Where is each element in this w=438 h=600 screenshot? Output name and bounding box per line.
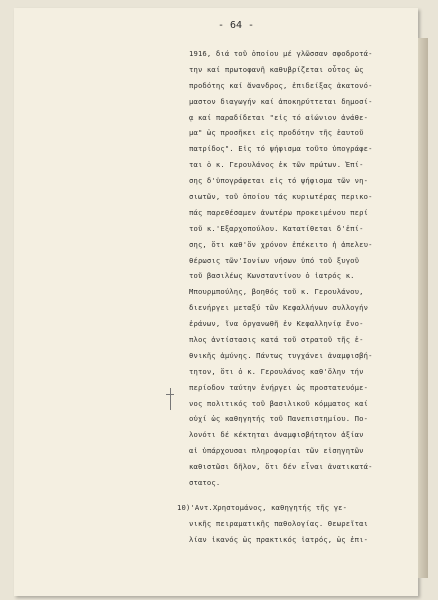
text-line: περίοδον ταύτην ἐνήργει ὡς προστατευόμε- xyxy=(189,382,369,392)
text-line: ᾳ καί παραδίδεται "εἰς τό αἰώνιον ἀνάθε- xyxy=(189,112,369,122)
text-line: πλος ἀντίστασις κατά τοῦ στρατοῦ τῆς ἐ- xyxy=(189,335,364,345)
text-line: Μπουρμπούλης, βοηθός τοῦ κ. Γερουλάνου, xyxy=(189,287,364,297)
page-edge-shadow xyxy=(418,38,428,578)
text-line: 1916, διά τοῦ ὁποίου μέ γλῶσσαν σφοδροτά- xyxy=(189,49,373,58)
paragraph-gap xyxy=(189,491,409,500)
text-line: στατος. xyxy=(189,478,221,488)
text-line: νικῆς πειραματικῆς παθολογίας. Θεωρεῖται xyxy=(189,518,369,528)
text-line: καθιστῶσι δῆλον, ὅτι δέν εἶναι ἀνατικατά- xyxy=(189,462,373,472)
typewritten-text xyxy=(177,46,409,548)
text-line: θνικῆς ἀμύνης. Πάντως τυγχάνει ἀναμφισβή- xyxy=(189,350,373,360)
text-line: διενήργει μεταξύ τῶν Κεφαλλήνων συλλογήν xyxy=(189,303,369,313)
text-line: πάς παρεθέσαμεν ἀνωτέρω προκειμένου περί xyxy=(189,207,369,217)
text-line: λίαν ἱκανός ὡς πρακτικός ἰατρός, ὡς ἐπι- xyxy=(189,534,369,544)
text-line: μαστον διαγωγήν καί ἀποκηρύττεται δημοσί- xyxy=(189,96,373,106)
text-line: τητον, ὅτι ὁ κ. Γερουλάνος καθ'ὅλην τήν xyxy=(189,366,364,376)
text-line: οὐχί ὡς καθηγητής τοῦ Πανεπιστημίου. Πο- xyxy=(189,414,369,424)
text-line: την καί πρωτοφανῆ καθυβρίζεται οὗτος ὡς xyxy=(189,64,364,74)
text-line: τοῦ βασιλέως Κωνσταντίνου ὁ ἰατρός κ. xyxy=(189,271,355,281)
margin-line xyxy=(170,388,171,410)
text-line: σιωτῶν, τοῦ ὁποίου τάς κυριωτέρας περικο- xyxy=(189,192,373,202)
text-line: λονότι δέ κέκτηται ἀναμφισβήτητον ἀξίαν xyxy=(189,430,364,440)
text-line: μα" ὡς προσῆκει εἰς προδότην τῆς ἑαυτοῦ xyxy=(189,128,364,138)
text-line: αἱ ὑπάρχουσαι πληροφορίαι τῶν εἰσηγητῶν xyxy=(189,446,364,456)
text-line: τοῦ κ.'Εξαρχοπούλου. Κατατίθεται δ'ἐπί- xyxy=(189,223,364,233)
page-number: - 64 - xyxy=(217,20,255,31)
text-line: σης, ὅτι καθ'ὅν χρόνον ἐπέκειτο ἡ ἀπελευ- xyxy=(189,239,373,249)
text-line: ται ὁ κ. Γερουλάνος ἐκ τῶν πρώτων. Ἐπί- xyxy=(189,160,364,170)
text-line: προδότης καί ἄνανδρος, ἐπιδείξας ἀκατονό- xyxy=(189,80,373,90)
margin-tick xyxy=(166,394,174,395)
text-line: πατρίδος". Εἰς τό ψήφισμα τοῦτο ὑπογράφε- xyxy=(189,144,373,154)
document-page xyxy=(14,8,418,596)
text-line: σης δ'ὑπογράφεται εἰς τό ψήφισμα τῶν νη- xyxy=(189,176,369,186)
text-line: νος πολιτικός τοῦ βασιλικοῦ κόμματος καί xyxy=(189,398,369,408)
text-line: ἐράνων, ἵνα ὀργανωθῆ ἐν Κεφαλληνίᾳ ἔνο- xyxy=(189,319,364,329)
text-line: 10)'Αντ.Χρηστομάνος, καθηγητής τῆς γε- xyxy=(177,502,348,512)
text-line: θέρωσις τῶν'Ιονίων νήσων ὑπό τοῦ ξυγοῦ xyxy=(189,255,360,265)
